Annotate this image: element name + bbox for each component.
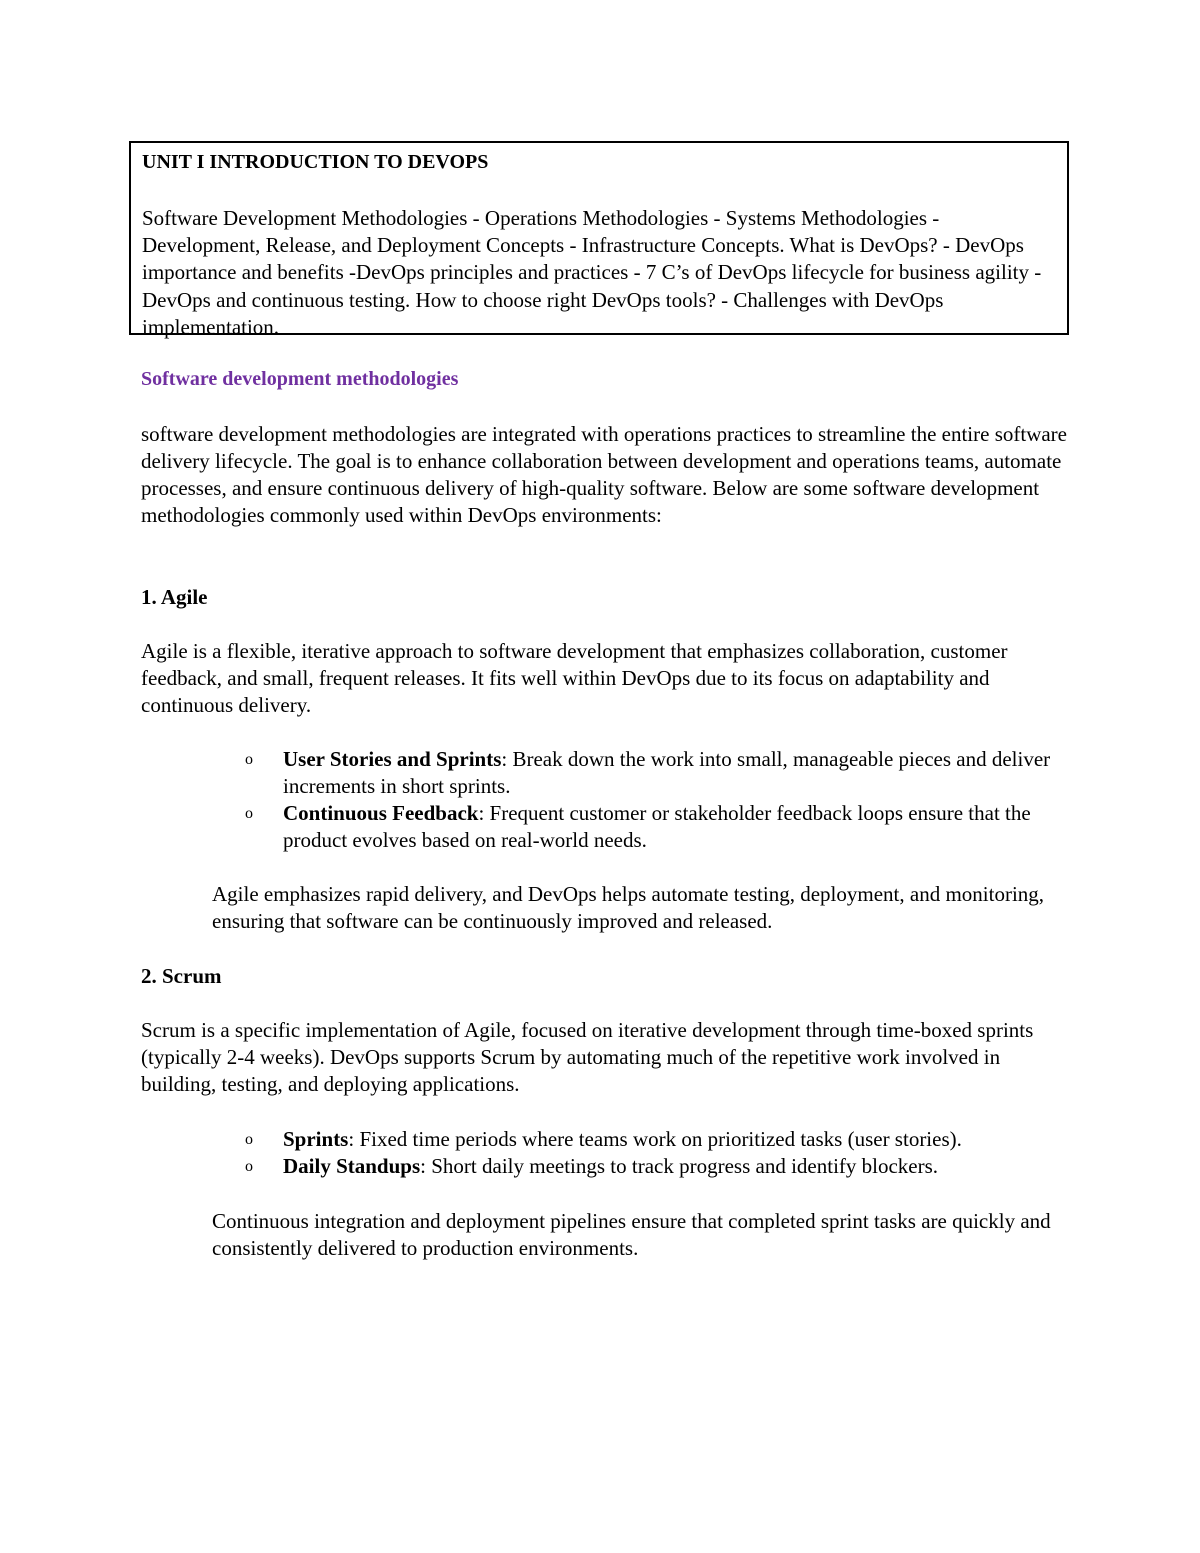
unit-syllabus-text: Software Development Methodologies - Operations Methodologies - Systems Methodologies - Development, Release, and Deployment Concepts - Infrastructure Concepts. What is DevOps? - DevOps importance and benefits -DevOps principles and practices - 7 C’s of DevOps lifecycle for business agility - DevOps and continuous testing. How to choose right DevOps tools? - Challenges with DevOps implementation. (142, 206, 1042, 339)
agile-heading: 1. Agile (141, 585, 208, 609)
scrum-description: Scrum is a specific implementation of Agile, focused on iterative development through time-boxed sprints (typically 2-4 weeks). DevOps supports Scrum by automating much of the repetitive work involved in building, testing, and deploying applications. (141, 1018, 1034, 1096)
unit-title: UNIT I INTRODUCTION TO DEVOPS (142, 151, 489, 173)
bullet-text: : Fixed time periods where teams work on prioritized tasks (user stories). (348, 1127, 962, 1151)
bullet-circle-icon: o (245, 805, 253, 822)
scrum-heading: 2. Scrum (141, 964, 222, 988)
bullet-term: Sprints (283, 1127, 349, 1151)
agile-note: Agile emphasizes rapid delivery, and DevOps helps automate testing, deployment, and monitoring, ensuring that software can be continuously improved and released. (212, 882, 1045, 933)
unit-syllabus-box (129, 141, 1069, 339)
bullet-term: Continuous Feedback (283, 801, 479, 825)
bullet-circle-icon: o (245, 751, 253, 768)
bullet-term: User Stories and Sprints (283, 747, 502, 771)
bullet-text: : Frequent customer or stakeholder feedback loops ensure that the product evolves based on real-world needs. (283, 801, 1031, 852)
list-item (245, 746, 1055, 800)
agile-description: Agile is a flexible, iterative approach to software development that emphasizes collaboration, customer feedback, and small, frequent releases. It fits well within DevOps due to its focus on adaptability and continuous delivery. (141, 639, 1008, 717)
section-heading: Software development methodologies (141, 368, 459, 390)
list-item (245, 1126, 1085, 1153)
bullet-circle-icon: o (245, 1158, 253, 1175)
scrum-note: Continuous integration and deployment pipelines ensure that completed sprint tasks are quickly and consistently delivered to production environments. (212, 1209, 1051, 1260)
agile-bullet-list (245, 746, 1055, 854)
scrum-bullet-list (245, 1126, 1085, 1180)
list-item (245, 800, 1055, 854)
bullet-term: Daily Standups (283, 1154, 421, 1178)
list-item (245, 1153, 1085, 1180)
bullet-circle-icon: o (245, 1131, 253, 1148)
intro-paragraph: software development methodologies are integrated with operations practices to streamline the entire software delivery lifecycle. The goal is to enhance collaboration between development and operations teams, automate processes, and ensure continuous delivery of high-quality software. Below are some software development methodologies commonly used within DevOps environments: (141, 422, 1067, 527)
bullet-text: : Short daily meetings to track progress and identify blockers. (420, 1154, 939, 1178)
bullet-text: : Break down the work into small, manageable pieces and deliver increments in short sprints. (283, 747, 1051, 798)
